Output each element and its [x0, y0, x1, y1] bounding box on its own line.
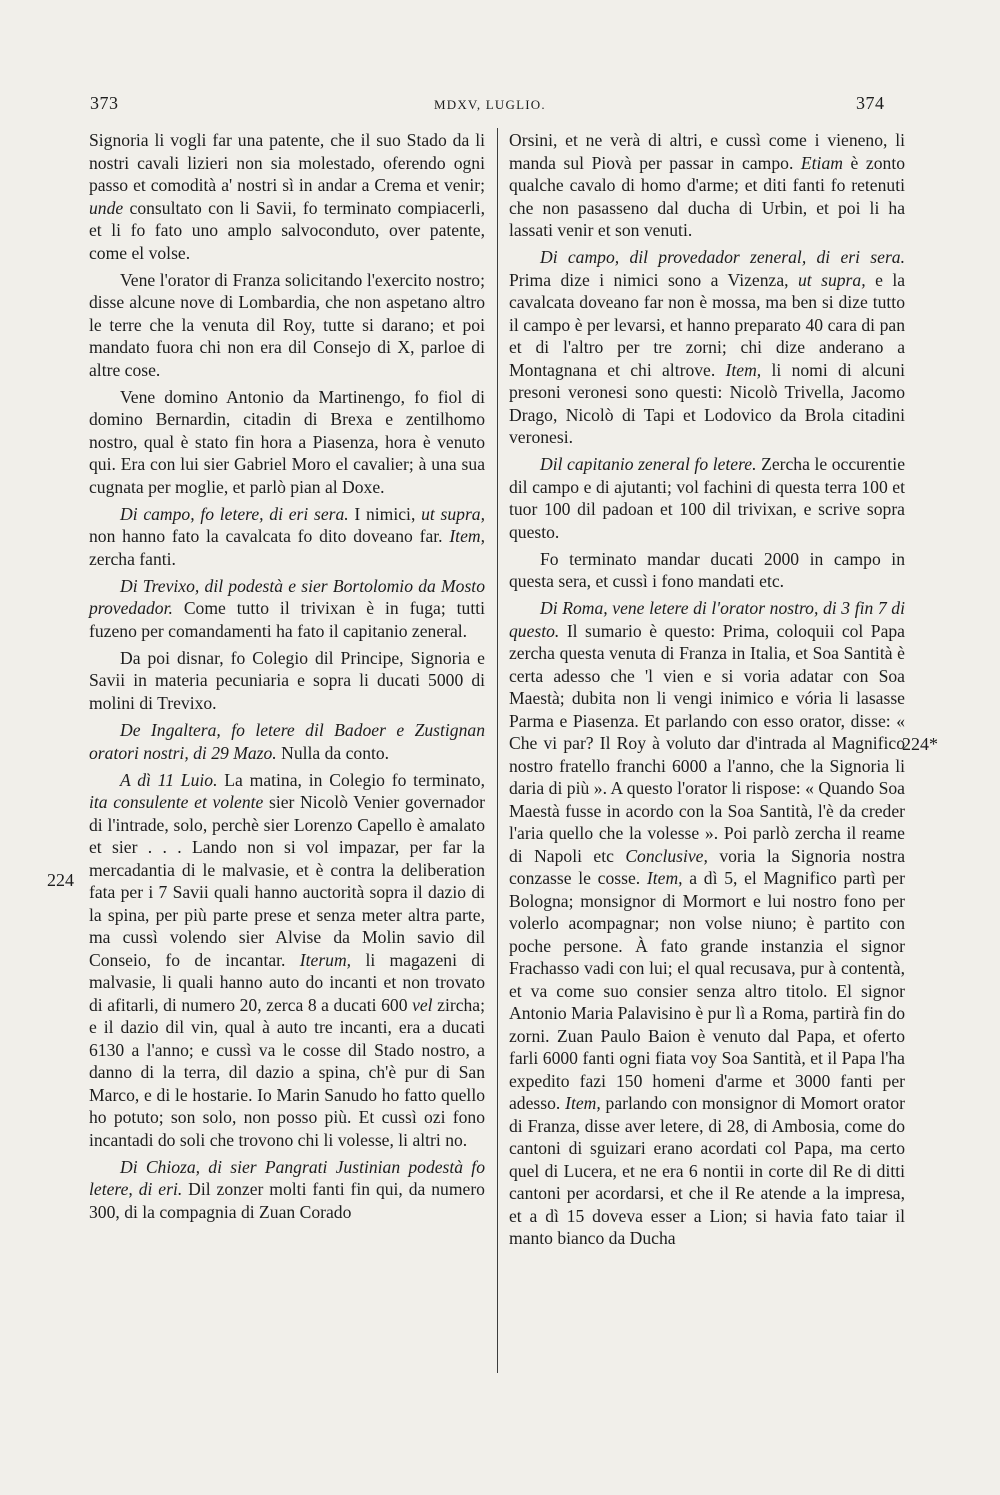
paragraph: Di campo, dil provedador zeneral, di eri sera. Prima dize i nimici sono a Vizenza, ut supra, e la cavalcata doveano far non è mossa, ma ben si dize tutto il campo è per levarsi, et hanno preparato 40 cara di pan et di l'altro per tre zorni; chi dize anderano a Montagnana et chi altrove. Item, li nomi di alcuni presoni veronesi sono questi: Nicolò Trivella, Jacomo Drago, Nicolò di Tapi et Lodovico da Brola citadini veronesi.	[509, 247, 906, 448]
paragraph: Fo terminato mandar ducati 2000 in campo in questa sera, et cussì i fono mandati etc.	[509, 548, 905, 592]
paragraph: De Ingaltera, fo letere dil Badoer e Zustignan oratori nostri, di 29 Mazo. Nulla da conto.	[89, 720, 485, 763]
column-divider	[497, 128, 498, 1373]
paragraph: Di Roma, vene letere di l'orator nostro, di 3 fin 7 di questo. Il sumario è questo: Prima, coloquii col Papa zercha questa venuta di Franza in Italia, et Soa Santità è certa adesso che 'l vien e si voria adatar con Soa Maestà; dubita non li vengi inimico e vória li lasasse Parma e Piasenza. Et parlando con esso orator, disse: « Che vi par? Il Roy à voluto dar d'intrada al Magnifico nostro fratello franchi 6000 a l'anno, che la Signoria li daria di più ». A questo l'orator li rispose: « Quando Soa Maestà fusse in acordo con la Soa Santità, l'è da creder l'aria quello che la volesse ». Poi parlò zercha il reame di Napoli etc Conclusive, voria la Signoria nostra conzasse le cosse. Item, a dì 5, el Magnifico partì per Bologna; monsignor di Mormort e lui nostro fono per volerlo acompagnar; non volse niuno; è partito con poche persone. À fato grande instanzia el signor Frachasso vadi con lui; el qual recusava, pur à contentà, et va come suo consier senza altro titolo. El signor Antonio Maria Palavisino è pur lì a Roma, partirà fin do zorni. Zuan Paulo Baion è venuto dal Papa, et oferto farli 6000 fanti ogni fiata voy Soa Santità, et il Papa l'ha expedito fazi 150 homeni d'arme et 3000 fanti per adesso. Item, parlando con monsignor di Momort orator di Franza, disse aver letere, di 28, di Ambosia, come do cantoni di sguizari erano acordati col Papa, ma certo quel di Lucera, et ne era 6 nontii in corte dil Re di ditti cantoni per acordarsi, et che il Re atende a la impresa, et a dì 15 doveva esser a Lion; si havia fato taiar il manto bianco da Ducha	[509, 598, 905, 1249]
page-number-left: 373	[90, 93, 119, 113]
paragraph: Vene domino Antonio da Martinengo, fo fiol di domino Bernardin, citadin di Brexa e zentilhomo nostro, qual è stato fin hora a Piasenza, hora è venuto qui. Era con lui sier Gabriel Moro el cavalier; à una sua cugnata per moglie, et parlò pian al Doxe.	[89, 386, 485, 497]
paragraph: Dil capitanio zeneral fo letere. Zercha le occurentie dil campo e di ajutanti; vol fachini di questa terra 100 et tuor 100 dil padoan et 100 dil trivixan, e scrive sopra questo.	[509, 454, 906, 542]
margin-note-right: 224*	[902, 734, 938, 754]
paragraph: Orsini, et ne verà di altri, e cussì come i vieneno, li manda sul Piovà per passar in campo. Etiam è zonto qualche cavalo di homo d'arme; et diti fanti fo retenuti che non pasasseno dal ducha di Urbin, et poi li ha lassati venir et son venuti.	[509, 130, 905, 240]
margin-note-left: 224	[47, 870, 74, 890]
page-number-right: 374	[856, 93, 885, 113]
paragraph: Da poi disnar, fo Colegio dil Principe, Signoria e Savii in materia pecuniaria e sopra li ducati 5000 di molini di Trevixo.	[89, 647, 485, 713]
running-title: MDXV, LUGLIO.	[434, 97, 546, 112]
paragraph: Vene l'orator di Franza solicitando l'exercito nostro; disse alcune nove di Lombardia, che non aspetano altro le terre che la venuta dil Roy, tutte si darano; et poi mandato fuora chi non era dil Consejo di X, parloe di altre cose.	[89, 269, 485, 380]
left-column	[89, 129, 485, 1228]
paragraph: A dì 11 Luio. La matina, in Colegio fo terminato, ita consulente et volente sier Nicolò Venier governador di l'intrade, solo, perchè sier Lorenzo Capello è amalato et sier . . . Lando non si vol impazar, per far la mercadantia di le malvasie, et è contra la deliberation fata per i 7 Savii quali hanno auctorità sopra il dazio di la spina, per più parte prese et senza meter altra parte, ma cussì volendo sier Alvise da Molin savio dil Conseio, fo de incantar. Iterum, li magazeni di malvasie, li quali hanno auto do incanti et non trovato di afitarli, di numero 20, zerca 8 a ducati 600 vel zircha; e il dazio dil vin, qual à auto tre incanti, era a ducati 6130 a l'anno; e cussì va le cosse dil Stado nostro, a danno di la terra, dil dazio a spina, ch'è pur di San Marco, e di le hostarie. Io Marin Sanudo ho fatto quello ho potuto; son solo, non posso più. Et cussì ozi fono incantadi do soli che trovono chi li volesse, li altri no.	[89, 769, 486, 1150]
right-column	[509, 129, 905, 1254]
paragraph: Di Trevixo, dil podestà e sier Bortolomio da Mosto provedador. Come tutto il trivixan è in fuga; tutti fuzeno per comandamenti ha fato il capitanio zeneral.	[89, 575, 485, 641]
paragraph: Signoria li vogli far una patente, che il suo Stado da li nostri cavali lizieri non sia molestado, oferendo ogni passo et comodità a' nostri sì in andar a Crema et venir; unde consultato con li Savii, fo terminato compiacerli, et li fo fato uno amplo salvoconduto, over patente, come el volse.	[89, 130, 485, 263]
paragraph: Di Chioza, di sier Pangrati Justinian podestà fo letere, di eri. Dil zonzer molti fanti fin qui, da numero 300, di la compagnia di Zuan Corado	[89, 1156, 485, 1222]
paragraph: Di campo, fo letere, di eri sera. I nimici, ut supra, non hanno fato la cavalcata fo dito doveano far. Item, zercha fanti.	[89, 503, 485, 569]
